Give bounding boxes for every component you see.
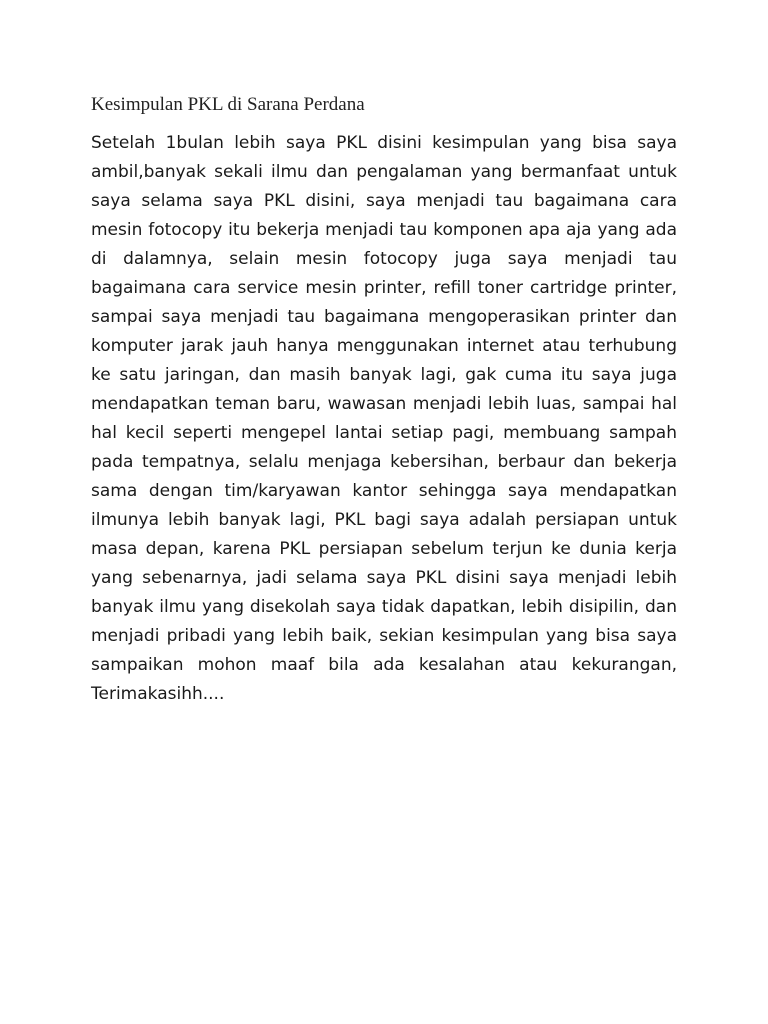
document-body-paragraph: Setelah 1bulan lebih saya PKL disini kesimpulan yang bisa saya ambil,banyak sekali ilmu dan pengalaman yang bermanfaat untuk saya selama saya PKL disini, saya menjadi tau bagaimana cara mesin fotocopy itu bekerja menjadi tau komponen apa aja yang ada di dalamnya, selain mesin fotocopy juga saya menjadi tau bagaimana cara service mesin printer, refill toner cartridge printer, sampai saya menjadi tau bagaimana mengoperasikan printer dan komputer jarak jauh hanya menggunakan internet atau terhubung ke satu jaringan, dan masih banyak lagi, gak cuma itu saya juga mendapatkan teman baru, wawasan menjadi lebih luas, sampai hal hal kecil seperti mengepel lantai setiap pagi, membuang sampah pada tempatnya, selalu menjaga kebersihan, berbaur dan bekerja sama dengan tim/karyawan kantor sehingga saya mendapatkan ilmunya lebih banyak lagi, PKL bagi saya adalah persiapan untuk masa depan, karena PKL persiapan sebelum terjun ke dunia kerja yang sebenarnya, jadi selama saya PKL disini saya menjadi lebih banyak ilmu yang disekolah saya tidak dapatkan, lebih disipilin, dan menjadi pribadi yang lebih baik, sekian kesimpulan yang bisa saya sampaikan mohon maaf bila ada kesalahan atau kekurangan, Terimakasihh....	[91, 133, 677, 704]
document-title: Kesimpulan PKL di Sarana Perdana	[91, 94, 365, 115]
